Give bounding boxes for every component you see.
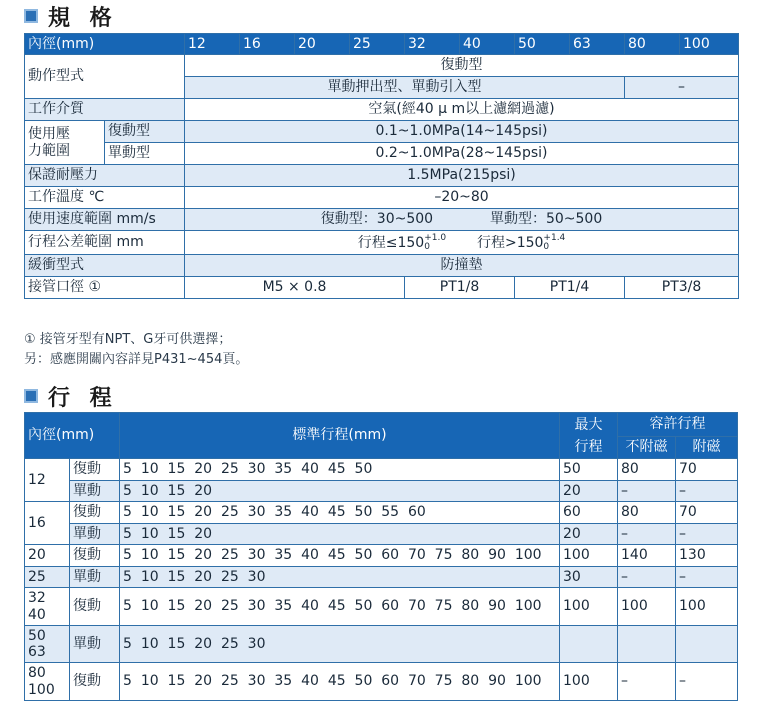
table-row xyxy=(25,502,738,524)
medium-row xyxy=(25,99,739,121)
bore-63: 63 xyxy=(570,34,625,55)
port-pt18: PT1/8 xyxy=(405,277,515,299)
stroke-bore-header: 內徑(mm) xyxy=(25,413,120,459)
action-single: 單動押出型、單動引入型 xyxy=(185,77,625,99)
action-double: 復動型 xyxy=(185,55,739,77)
tol-a-sup: +1.0 xyxy=(424,232,447,243)
table-row xyxy=(25,524,738,545)
stroke-allow-header: 容許行程 xyxy=(618,413,738,437)
table-row xyxy=(25,481,738,502)
stroke-bore-cell: 32 40 xyxy=(25,588,70,626)
stroke-values-cell: 5 10 15 20 xyxy=(120,524,560,545)
spec-header-row xyxy=(25,34,739,55)
bore-25: 25 xyxy=(350,34,405,55)
stroke-values-cell: 5 10 15 20 25 30 35 40 45 50 xyxy=(120,459,560,481)
stroke-values-cell: 5 10 15 20 25 30 xyxy=(120,626,560,663)
action-label: 動作型式 xyxy=(25,55,185,99)
stroke-mag-cell: – xyxy=(676,663,738,701)
table-row xyxy=(25,626,738,663)
stroke-max-cell: 30 xyxy=(560,567,618,588)
bore-32: 32 xyxy=(405,34,460,55)
bore-16: 16 xyxy=(240,34,295,55)
stroke-max-header-2: 行程 xyxy=(560,437,618,459)
pressure-double-value: 0.1~1.0MPa(14~145psi) xyxy=(185,121,739,143)
stroke-bore-cell: 16 xyxy=(25,502,70,545)
stroke-nomag-cell: – xyxy=(618,663,676,701)
stroke-nomag-cell: – xyxy=(618,567,676,588)
stroke-values-cell: 5 10 15 20 25 30 35 40 45 50 60 70 75 80 90 100 xyxy=(120,663,560,701)
square-bullet-icon xyxy=(24,389,38,403)
stroke-values-cell: 5 10 15 20 25 30 35 40 45 50 60 70 75 80 90 100 xyxy=(120,545,560,567)
table-row xyxy=(25,567,738,588)
stroke-mag-cell: 130 xyxy=(676,545,738,567)
speed-row xyxy=(25,209,739,231)
stroke-type-cell: 單動 xyxy=(70,524,120,545)
stroke-values-cell: 5 10 15 20 25 30 35 40 45 50 60 70 75 80 90 100 xyxy=(120,588,560,626)
stroke-mag-cell xyxy=(676,626,738,663)
cushion-label: 緩衝型式 xyxy=(25,255,185,277)
stroke-max-cell: 20 xyxy=(560,524,618,545)
note-1: ① 接管牙型有NPT、G牙可供選擇； xyxy=(24,332,232,347)
table-row xyxy=(25,588,738,626)
stroke-max-cell: 20 xyxy=(560,481,618,502)
temp-label: 工作溫度 ℃ xyxy=(25,187,185,209)
stroke-mag-cell: – xyxy=(676,481,738,502)
stroke-nomag-cell: – xyxy=(618,481,676,502)
stroke-nomag-cell: 140 xyxy=(618,545,676,567)
stroke-nomag-cell: 100 xyxy=(618,588,676,626)
pressure-single-value: 0.2~1.0MPa(28~145psi) xyxy=(185,143,739,165)
tolerance-value xyxy=(185,231,739,255)
tolerance-label: 行程公差範圍 mm xyxy=(25,231,185,255)
pressure-single-row xyxy=(25,143,739,165)
stroke-nomag-cell xyxy=(618,626,676,663)
tol-a-sub: 0 xyxy=(424,241,430,252)
proof-label: 保證耐壓力 xyxy=(25,165,185,187)
tolerance-row xyxy=(25,231,739,255)
pressure-double-label: 復動型 xyxy=(105,121,185,143)
table-row xyxy=(25,459,738,481)
proof-row xyxy=(25,165,739,187)
action-row-1 xyxy=(25,55,739,77)
stroke-table xyxy=(24,412,738,701)
bore-100: 100 xyxy=(680,34,739,55)
port-row xyxy=(25,277,739,299)
note-2: 另：感應開關內容詳見P431~454頁。 xyxy=(24,352,249,367)
stroke-mag-cell: 100 xyxy=(676,588,738,626)
stroke-nomag-cell: – xyxy=(618,524,676,545)
pressure-double-row xyxy=(25,121,739,143)
bore-80: 80 xyxy=(625,34,680,55)
spec-title: 規 格 xyxy=(48,5,118,31)
port-pt38: PT3/8 xyxy=(625,277,739,299)
medium-label: 工作介質 xyxy=(25,99,185,121)
stroke-bore-cell: 80 100 xyxy=(25,663,70,701)
cushion-value: 防撞墊 xyxy=(185,255,739,277)
spec-section-title xyxy=(24,2,118,30)
tol-a xyxy=(357,232,447,252)
stroke-max-cell: 100 xyxy=(560,588,618,626)
pressure-label-line1: 使用壓 xyxy=(28,126,70,143)
speed-value xyxy=(185,209,739,231)
temp-value: –20~80 xyxy=(185,187,739,209)
stroke-mag-cell: 70 xyxy=(676,502,738,524)
stroke-nomag-header: 不附磁 xyxy=(618,437,676,459)
stroke-type-cell: 復動 xyxy=(70,459,120,481)
proof-value: 1.5MPa(215psi) xyxy=(185,165,739,187)
bore-50: 50 xyxy=(515,34,570,55)
stroke-mag-cell: 70 xyxy=(676,459,738,481)
stroke-title: 行 程 xyxy=(48,385,118,411)
stroke-nomag-cell: 80 xyxy=(618,459,676,481)
stroke-type-cell: 單動 xyxy=(70,481,120,502)
bore-header: 內徑(mm) xyxy=(25,34,185,55)
stroke-mag-header: 附磁 xyxy=(676,437,738,459)
action-dash: – xyxy=(625,77,739,99)
stroke-type-cell: 復動 xyxy=(70,545,120,567)
bore-12: 12 xyxy=(185,34,240,55)
speed-double: 復動型：30~500 xyxy=(320,211,434,228)
stroke-mag-cell: – xyxy=(676,524,738,545)
stroke-max-cell: 100 xyxy=(560,663,618,701)
port-label: 接管口徑 ① xyxy=(25,277,185,299)
stroke-values-cell: 5 10 15 20 xyxy=(120,481,560,502)
stroke-values-cell: 5 10 15 20 25 30 35 40 45 50 55 60 xyxy=(120,502,560,524)
pressure-label-line2: 力範圍 xyxy=(28,142,70,159)
port-pt14: PT1/4 xyxy=(515,277,625,299)
stroke-type-cell: 單動 xyxy=(70,567,120,588)
stroke-values-cell: 5 10 15 20 25 30 xyxy=(120,567,560,588)
stroke-max-cell xyxy=(560,626,618,663)
stroke-type-cell: 復動 xyxy=(70,663,120,701)
speed-label: 使用速度範圍 mm/s xyxy=(25,209,185,231)
stroke-type-cell: 復動 xyxy=(70,502,120,524)
stroke-bore-cell: 20 xyxy=(25,545,70,567)
tol-b-sub: 0 xyxy=(543,241,550,252)
pressure-single-label: 單動型 xyxy=(105,143,185,165)
port-m5: M5 × 0.8 xyxy=(185,277,405,299)
bore-20: 20 xyxy=(295,34,350,55)
pressure-label xyxy=(25,121,105,165)
tol-b-sup: +1.4 xyxy=(543,232,566,243)
spec-table xyxy=(24,33,739,299)
notes xyxy=(24,330,248,370)
medium-value: 空氣(經40 μ m以上濾網過濾) xyxy=(185,99,739,121)
stroke-nomag-cell: 80 xyxy=(618,502,676,524)
stroke-type-cell: 復動 xyxy=(70,588,120,626)
stroke-max-cell: 60 xyxy=(560,502,618,524)
stroke-body xyxy=(25,459,738,701)
stroke-max-cell: 100 xyxy=(560,545,618,567)
stroke-section-title xyxy=(24,382,118,410)
stroke-mag-cell: – xyxy=(676,567,738,588)
bore-40: 40 xyxy=(460,34,515,55)
square-bullet-icon xyxy=(24,9,38,23)
speed-single: 單動型：50~500 xyxy=(489,211,603,228)
stroke-max-header-1: 最大 xyxy=(560,413,618,437)
tol-b-prefix: 行程>150 xyxy=(476,234,544,251)
stroke-bore-cell: 12 xyxy=(25,459,70,502)
stroke-bore-cell: 50 63 xyxy=(25,626,70,663)
tol-a-prefix: 行程≤150 xyxy=(357,234,425,251)
stroke-max-cell: 50 xyxy=(560,459,618,481)
table-row xyxy=(25,545,738,567)
stroke-type-cell: 單動 xyxy=(70,626,120,663)
tol-b xyxy=(476,232,566,252)
stroke-bore-cell: 25 xyxy=(25,567,70,588)
stroke-std-header: 標準行程(mm) xyxy=(120,413,560,459)
temp-row xyxy=(25,187,739,209)
cushion-row xyxy=(25,255,739,277)
table-row xyxy=(25,663,738,701)
stroke-header-row-1 xyxy=(25,413,738,437)
